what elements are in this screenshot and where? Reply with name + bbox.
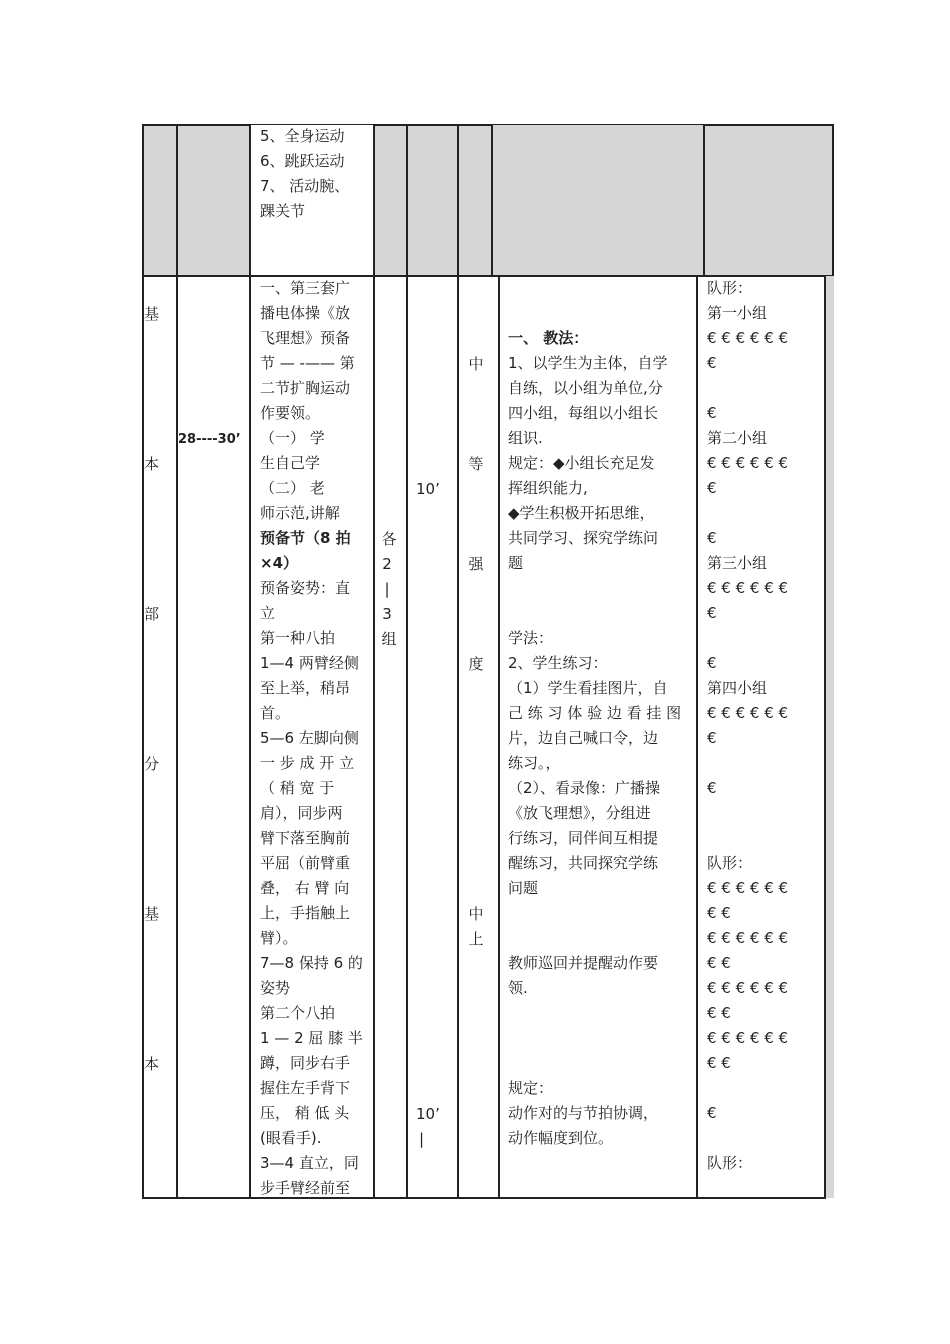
row2-divider [498, 276, 500, 1199]
intensity-char: 强 [468, 555, 484, 573]
content-line: 平屈（前臂重 [260, 854, 351, 872]
formation-line [707, 626, 822, 651]
method-line [508, 1051, 693, 1076]
method-line: 规定： [508, 1079, 554, 1097]
method-line [508, 901, 693, 926]
content-line: 3—4 直立，同 [260, 1154, 359, 1172]
method-line: 领. [508, 979, 528, 997]
section-char: 部 [143, 605, 159, 623]
content-line: 蹲，同步右手 [260, 1054, 351, 1072]
method-line: 题 [508, 554, 524, 572]
intensity-char: 中 [468, 905, 484, 923]
method-line: 共同学习、探究学练问 [508, 529, 659, 547]
formation [707, 276, 822, 1176]
content-line: 生自己学 [260, 454, 321, 472]
row2-divider [457, 276, 459, 1199]
method-line: 动作幅度到位。 [508, 1129, 614, 1147]
method-line: （1）学生看挂图片，自 [508, 679, 668, 697]
content-line: 上，手指触上 [260, 904, 351, 922]
formation-line: € [707, 654, 717, 672]
row2-grey-edge [826, 276, 834, 1198]
content-line: 握住左手背下 [260, 1079, 351, 1097]
formation-line: € € [707, 1004, 731, 1022]
row2-divider [824, 276, 826, 1199]
duration-1: 10’ [416, 480, 440, 498]
content-line: 步手臂经前至 [260, 1179, 351, 1197]
formation-line: 第一小组 [707, 304, 768, 322]
formation-line: € € € € € € [707, 1029, 789, 1047]
content-line: 二节扩胸运动 [260, 379, 351, 397]
formation-line: € € € € € € [707, 879, 789, 897]
content-line: 立 [260, 604, 276, 622]
content-line: ×4） [260, 554, 299, 572]
formation-line: € € [707, 904, 731, 922]
content-line: 一 步 成 开 立 [260, 754, 355, 772]
content-line: （二） 老 [260, 479, 325, 497]
formation-line: € [707, 779, 717, 797]
intensity-char: 中 [468, 355, 484, 373]
content-line: 至上举，稍昂 [260, 679, 351, 697]
content-line: 一、第三套广 [260, 279, 351, 297]
content-line: (眼看手). [260, 1129, 322, 1147]
formation-line: € € [707, 1054, 731, 1072]
content-line: 第一种八拍 [260, 629, 336, 647]
method-line: 醒练习，共同探究学练 [508, 854, 659, 872]
row1-border [142, 124, 834, 277]
formation-line [707, 376, 822, 401]
method-line: 规定：◆小组长充足发 [508, 454, 655, 472]
method-line [508, 576, 693, 601]
formation-line: 队形： [707, 1154, 753, 1172]
formation-line: € [707, 404, 717, 422]
formation-line: € [707, 479, 717, 497]
exercise-content [260, 276, 370, 1201]
section-char: 基 [143, 905, 159, 923]
content-line: 5—6 左脚向侧 [260, 729, 359, 747]
method-line [508, 1026, 693, 1051]
method-line: 片，边自己喊口令，边 [508, 729, 659, 747]
method-line: 挥组织能力, [508, 479, 588, 497]
section-char: 本 [143, 455, 159, 473]
content-line: 臂）。 [260, 929, 298, 947]
content-line: 压， 稍 低 头 [260, 1104, 350, 1122]
row2-divider [696, 276, 698, 1199]
reps-char: 组 [381, 630, 397, 648]
row2-divider [406, 276, 408, 1199]
reps-char: | [384, 580, 390, 598]
method-line: 学法： [508, 629, 554, 647]
row1-divider [249, 125, 251, 276]
formation-line: € [707, 354, 717, 372]
content-line: 预备姿势：直 [260, 579, 351, 597]
formation-line: € € € € € € [707, 979, 789, 997]
formation-line [707, 826, 822, 851]
method-line: 动作对的与节拍协调， [508, 1104, 659, 1122]
formation-line: € € € € € € [707, 579, 789, 597]
content-line: 首。 [260, 704, 291, 722]
content-line: 播电体操《放 [260, 304, 351, 322]
duration-2-tail: | [419, 1130, 425, 1148]
formation-line: 队形： [707, 854, 753, 872]
method-line: 2、学生练习： [508, 654, 608, 672]
method-line: 练习。， [508, 754, 561, 772]
method-line: 《放飞理想》，分组进 [508, 804, 651, 822]
method-line: 教师巡回并提醒动作要 [508, 954, 659, 972]
row1-divider [406, 125, 408, 276]
content-line: 师示范,讲解 [260, 504, 340, 522]
method-line [508, 926, 693, 951]
formation-line: € € € € € € [707, 929, 789, 947]
formation-line: 第三小组 [707, 554, 768, 572]
content-line: （一） 学 [260, 429, 325, 447]
row2-divider [373, 276, 375, 1199]
content-line: 预备节（8 拍 [260, 529, 351, 547]
method-line: 问题 [508, 879, 539, 897]
content-line: 节 — -—— 第 [260, 354, 355, 372]
row1-divider [373, 125, 375, 276]
formation-line: € [707, 604, 717, 622]
row1-content-line: 5、全身运动 [260, 127, 345, 145]
row1-divider [176, 125, 178, 276]
formation-line: € € € € € € [707, 454, 789, 472]
reps-char: 2 [382, 555, 392, 573]
method-line: （2）、看录像：广播操 [508, 779, 661, 797]
method-line [508, 601, 693, 626]
formation-line [707, 801, 822, 826]
content-line: 7—8 保持 6 的 [260, 954, 363, 972]
content-line: 1—4 两臂经侧 [260, 654, 359, 672]
formation-line: € [707, 729, 717, 747]
method-line: 自练，以小组为单位,分 [508, 379, 663, 397]
formation-line [707, 1076, 822, 1101]
intensity-char: 等 [468, 455, 484, 473]
formation-line: 第四小组 [707, 679, 768, 697]
row1-content-line: 6、跳跃运动 [260, 152, 345, 170]
row1-divider [491, 125, 493, 276]
content-line: 飞理想》预备 [260, 329, 351, 347]
row1-method-cell [493, 125, 703, 275]
method-line: 1、以学生为主体，自学 [508, 354, 668, 372]
intensity-char: 度 [468, 655, 484, 673]
row1-divider [457, 125, 459, 276]
formation-line [707, 751, 822, 776]
duration-2: 10’ [416, 1105, 440, 1123]
formation-line: € € € € € € [707, 704, 789, 722]
time-label: 28----30’ [178, 432, 241, 447]
content-line: 肩），同步两 [260, 804, 343, 822]
section-char: 分 [143, 755, 159, 773]
content-line: （ 稍 宽 于 [260, 779, 335, 797]
section-char: 本 [143, 1055, 159, 1073]
method-line: 组识. [508, 429, 543, 447]
method-line [508, 1001, 693, 1026]
content-line: 臂下落至胸前 [260, 829, 351, 847]
row1-content-line: 踝关节 [260, 202, 306, 220]
method-line: 行练习，同伴间互相提 [508, 829, 659, 847]
formation-line: 队形： [707, 279, 753, 297]
content-line: 作要领。 [260, 404, 321, 422]
content-line: 姿势 [260, 979, 291, 997]
formation-line [707, 501, 822, 526]
formation-line: € € [707, 954, 731, 972]
formation-line: € € € € € € [707, 329, 789, 347]
content-line: 1 — 2 屈 膝 半 [260, 1029, 363, 1047]
method-line: ◆学生积极开拓思维， [508, 504, 655, 522]
row2-bottom-border [142, 1197, 826, 1199]
method-line: 一、 教法： [508, 329, 589, 347]
formation-line: € [707, 1104, 717, 1122]
content-line: 叠， 右 臂 向 [260, 879, 350, 897]
method-line: 四小组，每组以小组长 [508, 404, 659, 422]
reps-char: 3 [382, 605, 392, 623]
formation-line: € [707, 529, 717, 547]
row2-divider [176, 276, 178, 1199]
content-line: 第二个八拍 [260, 1004, 336, 1022]
row1-content-line: 7、 活动腕、 [260, 177, 350, 195]
method-line: 己 练 习 体 验 边 看 挂 图 [508, 704, 682, 722]
formation-line [707, 1126, 822, 1151]
reps-char: 各 [381, 530, 397, 548]
section-char: 基 [143, 305, 159, 323]
teaching-method [508, 326, 693, 1151]
formation-line: 第二小组 [707, 429, 768, 447]
row1-divider [703, 125, 705, 276]
row2-divider [249, 276, 251, 1199]
intensity-char: 上 [468, 930, 484, 948]
